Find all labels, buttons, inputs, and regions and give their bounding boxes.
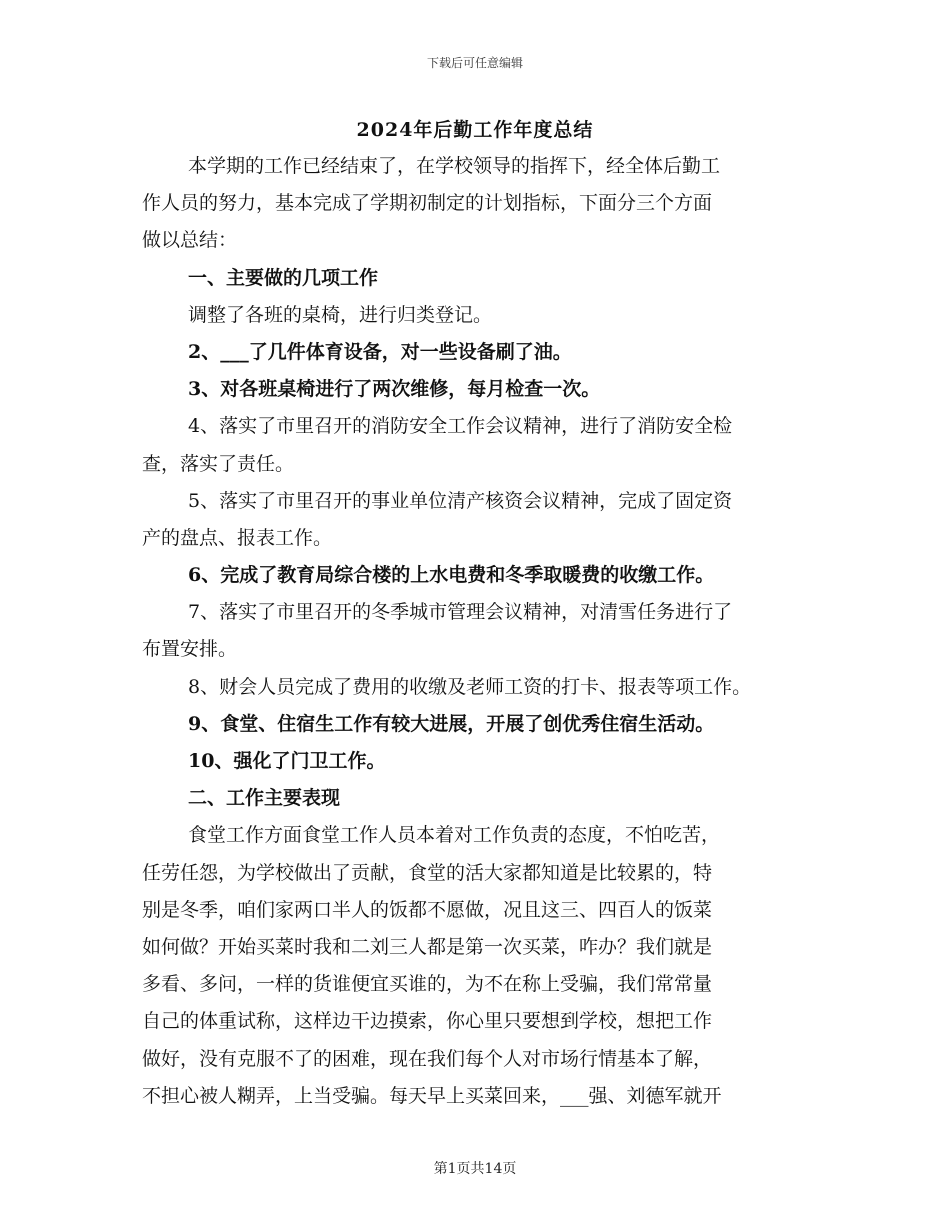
text-line: 4、落实了市里召开的消防安全工作会议精神，进行了消防安全检: [188, 415, 733, 438]
text-line: 3、对各班桌椅进行了两次维修，每月检查一次。: [188, 378, 601, 401]
text-line: 不担心被人糊弄，上当受骗。每天早上买菜回来，___强、刘德军就开: [142, 1084, 722, 1107]
text-line: 2、___了几件体育设备，对一些设备刷了油。: [188, 340, 572, 363]
text-line: 8、财会人员完成了费用的收缴及老师工资的打卡、报表等项工作。: [188, 675, 752, 698]
document-body: [142, 148, 822, 1115]
text-line: 7、落实了市里召开的冬季城市管理会议精神，对清雪任务进行了: [188, 601, 733, 624]
text-line: 自己的体重试称，这样边干边摸索，你心里只要想到学校，想把工作: [142, 1010, 713, 1033]
page-footer: 第1页共14页: [433, 1161, 517, 1177]
text-line: 一、主要做的几项工作: [188, 266, 379, 289]
page-header: 下载后可任意编辑: [426, 56, 523, 70]
text-line: 任劳任怨，为学校做出了贡献，食堂的活大家都知道是比较累的，特: [142, 861, 713, 884]
text-line: 产的盘点、报表工作。: [142, 526, 333, 549]
text-line: 布置安排。: [142, 638, 238, 661]
text-line: 食堂工作方面食堂工作人员本着对工作负责的态度，不怕吃苦，: [188, 824, 721, 847]
text-line: 10、强化了门卫工作。: [188, 750, 386, 772]
text-line: 作人员的努力，基本完成了学期初制定的计划指标，下面分三个方面: [142, 192, 713, 215]
text-line: 如何做？开始买菜时我和二刘三人都是第一次买菜，咋办？我们就是: [142, 935, 713, 958]
text-line: 调整了各班的桌椅，进行归类登记。: [188, 303, 493, 326]
document-title: 2024年后勤工作年度总结: [356, 119, 594, 141]
text-line: 做以总结：: [142, 229, 238, 252]
text-line: 做好，没有克服不了的困难，现在我们每个人对市场行情基本了解，: [142, 1047, 713, 1070]
text-line: 查，落实了责任。: [142, 452, 295, 475]
text-line: 6、完成了教育局综合楼的上水电费和冬季取暖费的收缴工作。: [188, 564, 715, 587]
text-line: 多看、多问，一样的货谁便宜买谁的，为不在称上受骗，我们常常量: [142, 973, 713, 996]
text-line: 本学期的工作已经结束了，在学校领导的指挥下，经全体后勤工: [188, 155, 721, 177]
text-line: 二、工作主要表现: [188, 787, 341, 810]
text-line: 5、落实了市里召开的事业单位清产核资会议精神，完成了固定资: [188, 489, 733, 512]
text-line: 别是冬季，咱们家两口半人的饭都不愿做，况且这三、四百人的饭菜: [142, 898, 713, 921]
text-line: 9、食堂、住宿生工作有较大进展，开展了创优秀住宿生活动。: [188, 712, 715, 735]
